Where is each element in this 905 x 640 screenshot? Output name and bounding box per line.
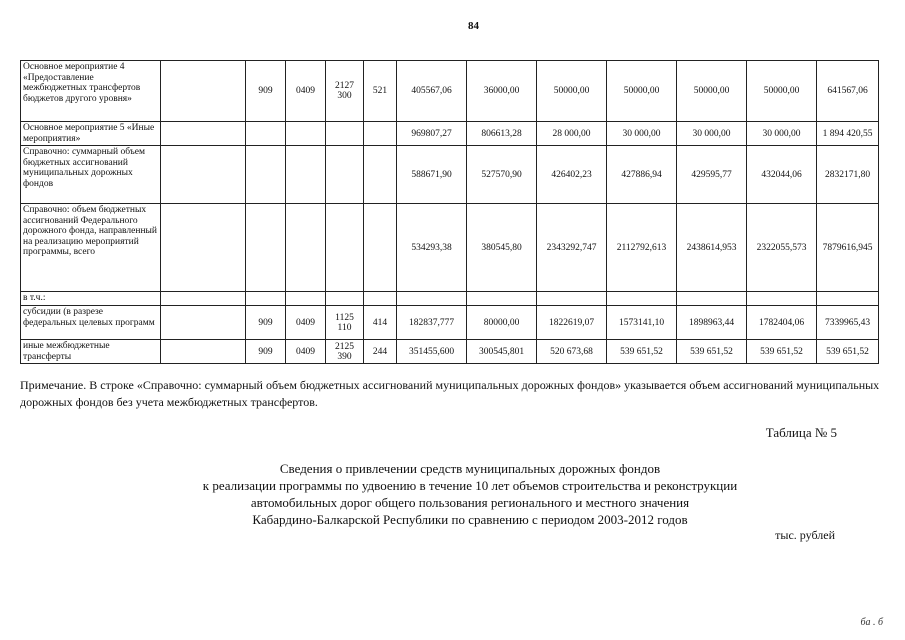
total-cell: 641567,06: [817, 61, 879, 122]
title-line: автомобильных дорог общего пользования регионального и местного значения: [250, 495, 690, 510]
value-cell: [397, 292, 467, 306]
section-code-cell: 0409: [286, 61, 326, 122]
expense-type-cell: 244: [364, 340, 397, 364]
table-row: [21, 146, 879, 204]
row-name-cell: Справочно: суммарный объем бюджетных ассигнований муниципальных дорожных фондов: [21, 146, 161, 204]
chapter-code-cell: [246, 122, 286, 146]
value-cell: 30 000,00: [677, 122, 747, 146]
value-cell: 50000,00: [607, 61, 677, 122]
value-cell: [747, 292, 817, 306]
value-cell: [537, 292, 607, 306]
chapter-code-cell: [246, 292, 286, 306]
blank-cell: [161, 204, 246, 292]
expense-type-cell: [364, 146, 397, 204]
total-cell: 539 651,52: [817, 340, 879, 364]
page-number: 84: [468, 20, 479, 32]
target-code-cell: [326, 122, 364, 146]
value-cell: 427886,94: [607, 146, 677, 204]
value-cell: 1898963,44: [677, 306, 747, 340]
title-line: Сведения о привлечении средств муниципальных дорожных фондов: [279, 461, 661, 476]
expense-type-cell: [364, 292, 397, 306]
section-title: [40, 460, 900, 528]
total-cell: 2832171,80: [817, 146, 879, 204]
table-row: [21, 306, 879, 340]
value-cell: 50000,00: [537, 61, 607, 122]
row-name-cell: в т.ч.:: [21, 292, 161, 306]
value-cell: 182837,777: [397, 306, 467, 340]
value-cell: 50000,00: [747, 61, 817, 122]
value-cell: 36000,00: [467, 61, 537, 122]
target-code-cell: [326, 204, 364, 292]
value-cell: 28 000,00: [537, 122, 607, 146]
value-cell: 50000,00: [677, 61, 747, 122]
blank-cell: [161, 122, 246, 146]
blank-cell: [161, 306, 246, 340]
chapter-code-cell: 909: [246, 340, 286, 364]
value-cell: 2438614,953: [677, 204, 747, 292]
row-name-cell: Справочно: объем бюджетных ассигнований Федерального дорожного фонда, направленный на реализацию мероприятий программы, всего: [21, 204, 161, 292]
title-line: к реализации программы по удвоению в течение 10 лет объемов строительства и реконструкции: [202, 478, 738, 493]
value-cell: 1822619,07: [537, 306, 607, 340]
table-number-label: Таблица № 5: [765, 425, 837, 440]
value-cell: 806613,28: [467, 122, 537, 146]
value-cell: 539 651,52: [677, 340, 747, 364]
value-cell: 426402,23: [537, 146, 607, 204]
value-cell: 351455,600: [397, 340, 467, 364]
value-cell: 969807,27: [397, 122, 467, 146]
total-cell: 7879616,945: [817, 204, 879, 292]
value-cell: 432044,06: [747, 146, 817, 204]
handwritten-mark: ба . б: [860, 617, 883, 628]
table-row: [21, 340, 879, 364]
expense-type-cell: 414: [364, 306, 397, 340]
blank-cell: [161, 340, 246, 364]
section-code-cell: 0409: [286, 306, 326, 340]
value-cell: 30 000,00: [747, 122, 817, 146]
expense-type-cell: [364, 204, 397, 292]
value-cell: [467, 292, 537, 306]
table-row: [21, 61, 879, 122]
value-cell: 2322055,573: [747, 204, 817, 292]
row-name-cell: Основное мероприятие 4 «Предоставление межбюджетных трансфертов бюджетов другого уровня»: [21, 61, 161, 122]
chapter-code-cell: 909: [246, 61, 286, 122]
value-cell: 539 651,52: [607, 340, 677, 364]
value-cell: [607, 292, 677, 306]
value-cell: 30 000,00: [607, 122, 677, 146]
value-cell: 1573141,10: [607, 306, 677, 340]
value-cell: 80000,00: [467, 306, 537, 340]
value-cell: 1782404,06: [747, 306, 817, 340]
table-note: Примечание. В строке «Справочно: суммарный объем бюджетных ассигнований муниципальных дорожных фондов» указывается объем ассигнований муниципальных дорожных фондов без учета межбюджетных трансфертов.: [20, 378, 880, 409]
table-row: [21, 122, 879, 146]
total-cell: 7339965,43: [817, 306, 879, 340]
target-code-cell: 2125 390: [326, 340, 364, 364]
value-cell: 300545,801: [467, 340, 537, 364]
blank-cell: [161, 146, 246, 204]
value-cell: 380545,80: [467, 204, 537, 292]
row-name-cell: иные межбюджетные трансферты: [21, 340, 161, 364]
section-code-cell: [286, 146, 326, 204]
budget-table: [20, 60, 879, 364]
target-code-cell: 2127 300: [326, 61, 364, 122]
section-code-cell: [286, 122, 326, 146]
chapter-code-cell: [246, 146, 286, 204]
section-code-cell: 0409: [286, 340, 326, 364]
total-cell: 1 894 420,55: [817, 122, 879, 146]
row-name-cell: субсидии (в разрезе федеральных целевых программ: [21, 306, 161, 340]
target-code-cell: [326, 292, 364, 306]
table-row: [21, 204, 879, 292]
section-code-cell: [286, 204, 326, 292]
value-cell: 2343292,747: [537, 204, 607, 292]
section-code-cell: [286, 292, 326, 306]
blank-cell: [161, 61, 246, 122]
units-label: тыс. рублей: [775, 528, 835, 542]
target-code-cell: 1125 110: [326, 306, 364, 340]
total-cell: [817, 292, 879, 306]
row-name-cell: Основное мероприятие 5 «Иные мероприятия»: [21, 122, 161, 146]
value-cell: 2112792,613: [607, 204, 677, 292]
table-row: [21, 292, 879, 306]
title-line: Кабардино-Балкарской Республики по сравнению с периодом 2003-2012 годов: [252, 512, 688, 527]
value-cell: 527570,90: [467, 146, 537, 204]
chapter-code-cell: [246, 204, 286, 292]
target-code-cell: [326, 146, 364, 204]
value-cell: 588671,90: [397, 146, 467, 204]
value-cell: 429595,77: [677, 146, 747, 204]
blank-cell: [161, 292, 246, 306]
value-cell: 534293,38: [397, 204, 467, 292]
chapter-code-cell: 909: [246, 306, 286, 340]
expense-type-cell: [364, 122, 397, 146]
value-cell: [677, 292, 747, 306]
value-cell: 520 673,68: [537, 340, 607, 364]
value-cell: 539 651,52: [747, 340, 817, 364]
expense-type-cell: 521: [364, 61, 397, 122]
value-cell: 405567,06: [397, 61, 467, 122]
